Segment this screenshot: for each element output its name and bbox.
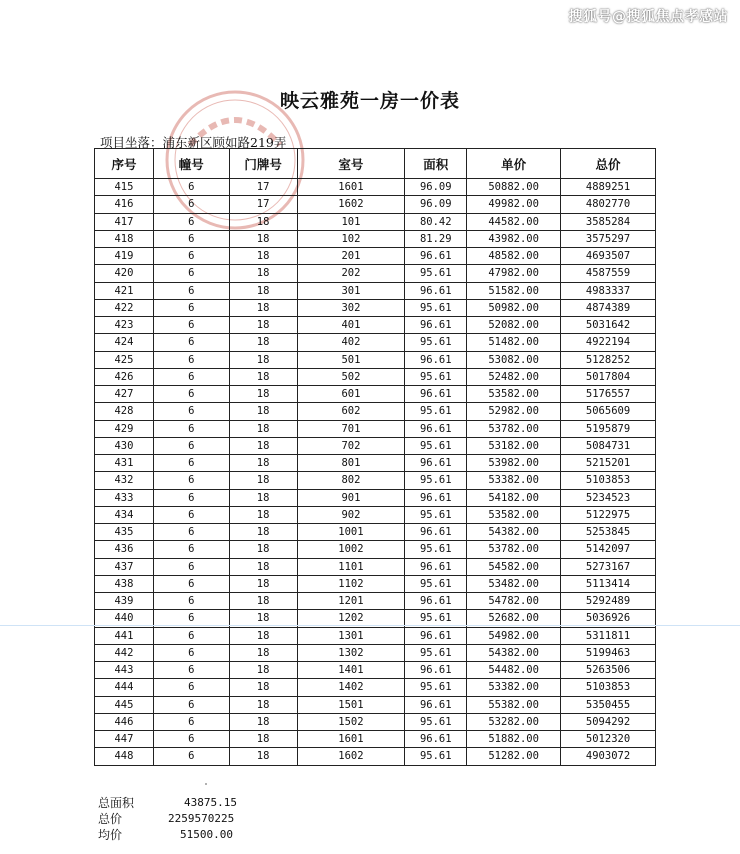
cell-area: 95.61 [405, 506, 467, 523]
cell-door: 17 [229, 196, 297, 213]
cell-building: 6 [153, 317, 229, 334]
cell-seq: 422 [95, 299, 154, 316]
table-row [95, 679, 656, 696]
table-row [95, 696, 656, 713]
cell-total-price: 5122975 [561, 506, 656, 523]
cell-seq: 415 [95, 179, 154, 196]
cell-total-price: 4922194 [561, 334, 656, 351]
cell-unit-price: 48582.00 [467, 248, 561, 265]
cell-total-price: 5017804 [561, 368, 656, 385]
cell-door: 18 [229, 644, 297, 661]
table-row [95, 575, 656, 592]
cell-area: 80.42 [405, 213, 467, 230]
cell-door: 18 [229, 403, 297, 420]
cell-area: 96.61 [405, 386, 467, 403]
cell-total-price: 4693507 [561, 248, 656, 265]
cell-seq: 424 [95, 334, 154, 351]
table-row [95, 541, 656, 558]
cell-total-price: 3575297 [561, 230, 656, 247]
cell-door: 18 [229, 731, 297, 748]
cell-room: 1601 [297, 731, 405, 748]
table-row [95, 644, 656, 661]
cell-door: 18 [229, 230, 297, 247]
cell-door: 18 [229, 213, 297, 230]
cell-building: 6 [153, 662, 229, 679]
cell-door: 18 [229, 748, 297, 765]
cell-building: 6 [153, 455, 229, 472]
cell-area: 95.61 [405, 575, 467, 592]
table-row [95, 748, 656, 765]
cell-door: 18 [229, 679, 297, 696]
cell-area: 96.61 [405, 317, 467, 334]
table-row [95, 334, 656, 351]
cell-seq: 428 [95, 403, 154, 420]
cell-unit-price: 54482.00 [467, 662, 561, 679]
cell-area: 95.61 [405, 679, 467, 696]
cell-seq: 434 [95, 506, 154, 523]
cell-building: 6 [153, 627, 229, 644]
cell-building: 6 [153, 299, 229, 316]
cell-seq: 437 [95, 558, 154, 575]
table-row [95, 386, 656, 403]
cell-total-price: 5215201 [561, 455, 656, 472]
cell-door: 18 [229, 575, 297, 592]
cell-building: 6 [153, 506, 229, 523]
cell-area: 96.61 [405, 627, 467, 644]
cell-total-price: 4874389 [561, 299, 656, 316]
header-unit-price: 单价 [467, 149, 561, 179]
cell-unit-price: 54382.00 [467, 524, 561, 541]
cell-room: 1602 [297, 748, 405, 765]
total-price-label: 总价 [98, 812, 123, 826]
table-row [95, 179, 656, 196]
cell-unit-price: 53182.00 [467, 437, 561, 454]
cell-seq: 419 [95, 248, 154, 265]
cell-unit-price: 50982.00 [467, 299, 561, 316]
table-row [95, 230, 656, 247]
cell-total-price: 5234523 [561, 489, 656, 506]
cell-area: 96.61 [405, 696, 467, 713]
cell-total-price: 5031642 [561, 317, 656, 334]
cell-seq: 445 [95, 696, 154, 713]
cell-building: 6 [153, 179, 229, 196]
cell-room: 502 [297, 368, 405, 385]
table-row [95, 282, 656, 299]
cell-area: 95.61 [405, 265, 467, 282]
total-price-value: 2259570225 [168, 812, 235, 825]
cell-area: 95.61 [405, 403, 467, 420]
cell-area: 95.61 [405, 472, 467, 489]
table-row [95, 713, 656, 730]
cell-room: 902 [297, 506, 405, 523]
cell-room: 102 [297, 230, 405, 247]
cell-unit-price: 54382.00 [467, 644, 561, 661]
cell-building: 6 [153, 248, 229, 265]
cell-door: 18 [229, 420, 297, 437]
cell-building: 6 [153, 696, 229, 713]
cell-seq: 421 [95, 282, 154, 299]
cell-seq: 418 [95, 230, 154, 247]
cell-total-price: 5103853 [561, 472, 656, 489]
header-room: 室号 [297, 149, 405, 179]
cell-room: 1301 [297, 627, 405, 644]
cell-total-price: 4889251 [561, 179, 656, 196]
table-row [95, 627, 656, 644]
cell-seq: 442 [95, 644, 154, 661]
table-body [95, 179, 656, 766]
cell-room: 901 [297, 489, 405, 506]
cell-door: 18 [229, 489, 297, 506]
cell-unit-price: 53582.00 [467, 506, 561, 523]
cell-room: 802 [297, 472, 405, 489]
cell-total-price: 5128252 [561, 351, 656, 368]
scan-speck [205, 783, 207, 785]
cell-unit-price: 43982.00 [467, 230, 561, 247]
cell-building: 6 [153, 437, 229, 454]
table-row [95, 368, 656, 385]
cell-room: 201 [297, 248, 405, 265]
cell-building: 6 [153, 386, 229, 403]
cell-area: 96.61 [405, 731, 467, 748]
cell-area: 96.09 [405, 196, 467, 213]
cell-total-price: 5084731 [561, 437, 656, 454]
cell-seq: 430 [95, 437, 154, 454]
cell-room: 1501 [297, 696, 405, 713]
cell-building: 6 [153, 351, 229, 368]
cell-seq: 432 [95, 472, 154, 489]
cell-area: 96.61 [405, 593, 467, 610]
cell-unit-price: 53582.00 [467, 386, 561, 403]
cell-total-price: 5292489 [561, 593, 656, 610]
avg-price-label: 均价 [98, 828, 123, 842]
cell-door: 18 [229, 248, 297, 265]
cell-door: 18 [229, 541, 297, 558]
cell-room: 1502 [297, 713, 405, 730]
cell-building: 6 [153, 713, 229, 730]
cell-unit-price: 53282.00 [467, 713, 561, 730]
cell-total-price: 5113414 [561, 575, 656, 592]
project-location: 项目坐落：浦东新区顾如路219弄 [100, 135, 287, 150]
cell-door: 18 [229, 282, 297, 299]
cell-total-price: 5311811 [561, 627, 656, 644]
cell-door: 18 [229, 506, 297, 523]
cell-total-price: 5253845 [561, 524, 656, 541]
cell-total-price: 4587559 [561, 265, 656, 282]
cell-area: 95.61 [405, 748, 467, 765]
cell-building: 6 [153, 334, 229, 351]
cell-building: 6 [153, 196, 229, 213]
cell-seq: 435 [95, 524, 154, 541]
cell-area: 95.61 [405, 437, 467, 454]
cell-seq: 448 [95, 748, 154, 765]
cell-unit-price: 51282.00 [467, 748, 561, 765]
table-row [95, 213, 656, 230]
table-row [95, 299, 656, 316]
cell-unit-price: 54182.00 [467, 489, 561, 506]
cell-room: 1002 [297, 541, 405, 558]
cell-total-price: 5176557 [561, 386, 656, 403]
cell-building: 6 [153, 575, 229, 592]
cell-door: 18 [229, 662, 297, 679]
cell-unit-price: 53482.00 [467, 575, 561, 592]
cell-door: 18 [229, 593, 297, 610]
cell-unit-price: 54982.00 [467, 627, 561, 644]
cell-building: 6 [153, 265, 229, 282]
cell-door: 18 [229, 368, 297, 385]
cell-area: 96.61 [405, 558, 467, 575]
cell-total-price: 5273167 [561, 558, 656, 575]
cell-area: 95.61 [405, 541, 467, 558]
cell-seq: 427 [95, 386, 154, 403]
table-row [95, 248, 656, 265]
cell-total-price: 5350455 [561, 696, 656, 713]
cell-building: 6 [153, 541, 229, 558]
cell-unit-price: 52082.00 [467, 317, 561, 334]
cell-building: 6 [153, 282, 229, 299]
cell-room: 701 [297, 420, 405, 437]
cell-seq: 426 [95, 368, 154, 385]
cell-unit-price: 53382.00 [467, 472, 561, 489]
cell-building: 6 [153, 472, 229, 489]
cell-area: 95.61 [405, 334, 467, 351]
cell-seq: 446 [95, 713, 154, 730]
cell-unit-price: 50882.00 [467, 179, 561, 196]
cell-room: 1302 [297, 644, 405, 661]
table-row [95, 489, 656, 506]
table-row [95, 265, 656, 282]
cell-seq: 433 [95, 489, 154, 506]
cell-seq: 438 [95, 575, 154, 592]
cell-seq: 439 [95, 593, 154, 610]
cell-door: 18 [229, 437, 297, 454]
cell-room: 1201 [297, 593, 405, 610]
cell-door: 18 [229, 610, 297, 627]
cell-unit-price: 44582.00 [467, 213, 561, 230]
cell-seq: 431 [95, 455, 154, 472]
table-row [95, 731, 656, 748]
scan-line [0, 625, 740, 626]
cell-room: 202 [297, 265, 405, 282]
cell-area: 96.61 [405, 455, 467, 472]
cell-area: 95.61 [405, 368, 467, 385]
cell-unit-price: 52482.00 [467, 368, 561, 385]
cell-door: 18 [229, 455, 297, 472]
cell-door: 18 [229, 472, 297, 489]
cell-seq: 441 [95, 627, 154, 644]
cell-room: 1202 [297, 610, 405, 627]
cell-building: 6 [153, 524, 229, 541]
cell-door: 18 [229, 317, 297, 334]
cell-building: 6 [153, 213, 229, 230]
total-area-value: 43875.15 [184, 796, 237, 809]
cell-total-price: 5199463 [561, 644, 656, 661]
cell-door: 18 [229, 265, 297, 282]
cell-building: 6 [153, 679, 229, 696]
cell-area: 95.61 [405, 610, 467, 627]
cell-building: 6 [153, 368, 229, 385]
cell-unit-price: 55382.00 [467, 696, 561, 713]
cell-total-price: 4903072 [561, 748, 656, 765]
cell-door: 18 [229, 524, 297, 541]
cell-room: 1601 [297, 179, 405, 196]
cell-total-price: 4802770 [561, 196, 656, 213]
header-area: 面积 [405, 149, 467, 179]
cell-door: 18 [229, 696, 297, 713]
cell-room: 302 [297, 299, 405, 316]
avg-price-value: 51500.00 [180, 828, 233, 841]
header-door: 门牌号 [229, 149, 297, 179]
cell-total-price: 4983337 [561, 282, 656, 299]
cell-area: 96.61 [405, 662, 467, 679]
cell-total-price: 5012320 [561, 731, 656, 748]
cell-seq: 436 [95, 541, 154, 558]
table-row [95, 437, 656, 454]
cell-area: 81.29 [405, 230, 467, 247]
cell-seq: 420 [95, 265, 154, 282]
header-total-price: 总价 [561, 149, 656, 179]
cell-unit-price: 53382.00 [467, 679, 561, 696]
cell-door: 18 [229, 713, 297, 730]
cell-area: 96.61 [405, 489, 467, 506]
cell-area: 95.61 [405, 299, 467, 316]
cell-total-price: 5036926 [561, 610, 656, 627]
cell-room: 702 [297, 437, 405, 454]
table-header-row [95, 149, 656, 179]
cell-unit-price: 49982.00 [467, 196, 561, 213]
cell-room: 1401 [297, 662, 405, 679]
cell-building: 6 [153, 489, 229, 506]
cell-area: 96.09 [405, 179, 467, 196]
cell-seq: 417 [95, 213, 154, 230]
cell-door: 18 [229, 334, 297, 351]
cell-room: 801 [297, 455, 405, 472]
cell-room: 501 [297, 351, 405, 368]
table-row [95, 662, 656, 679]
cell-seq: 425 [95, 351, 154, 368]
cell-seq: 429 [95, 420, 154, 437]
cell-building: 6 [153, 644, 229, 661]
cell-building: 6 [153, 403, 229, 420]
table-row [95, 506, 656, 523]
table-row [95, 558, 656, 575]
cell-total-price: 5195879 [561, 420, 656, 437]
cell-unit-price: 51582.00 [467, 282, 561, 299]
price-table [94, 148, 656, 766]
cell-unit-price: 52682.00 [467, 610, 561, 627]
cell-unit-price: 52982.00 [467, 403, 561, 420]
cell-unit-price: 54582.00 [467, 558, 561, 575]
cell-room: 1102 [297, 575, 405, 592]
cell-area: 96.61 [405, 420, 467, 437]
cell-total-price: 5142097 [561, 541, 656, 558]
cell-area: 96.61 [405, 351, 467, 368]
cell-unit-price: 47982.00 [467, 265, 561, 282]
cell-total-price: 3585284 [561, 213, 656, 230]
cell-building: 6 [153, 558, 229, 575]
table-row [95, 524, 656, 541]
cell-room: 1101 [297, 558, 405, 575]
cell-area: 95.61 [405, 713, 467, 730]
cell-door: 18 [229, 351, 297, 368]
cell-area: 96.61 [405, 248, 467, 265]
cell-room: 301 [297, 282, 405, 299]
cell-door: 18 [229, 299, 297, 316]
cell-room: 1602 [297, 196, 405, 213]
cell-building: 6 [153, 420, 229, 437]
table-row [95, 472, 656, 489]
table-row [95, 403, 656, 420]
summary-block [98, 795, 237, 843]
table-row [95, 351, 656, 368]
cell-seq: 447 [95, 731, 154, 748]
cell-unit-price: 54782.00 [467, 593, 561, 610]
page-title: 映云雅苑一房一价表 [279, 90, 460, 112]
cell-unit-price: 53782.00 [467, 541, 561, 558]
table-row [95, 196, 656, 213]
cell-room: 402 [297, 334, 405, 351]
cell-seq: 416 [95, 196, 154, 213]
cell-area: 96.61 [405, 282, 467, 299]
cell-door: 18 [229, 558, 297, 575]
cell-total-price: 5094292 [561, 713, 656, 730]
cell-room: 1001 [297, 524, 405, 541]
cell-building: 6 [153, 731, 229, 748]
cell-unit-price: 51882.00 [467, 731, 561, 748]
cell-unit-price: 51482.00 [467, 334, 561, 351]
cell-room: 101 [297, 213, 405, 230]
cell-area: 96.61 [405, 524, 467, 541]
table-row [95, 420, 656, 437]
cell-door: 18 [229, 386, 297, 403]
cell-total-price: 5065609 [561, 403, 656, 420]
header-building: 幢号 [153, 149, 229, 179]
cell-seq: 440 [95, 610, 154, 627]
cell-area: 95.61 [405, 644, 467, 661]
cell-room: 602 [297, 403, 405, 420]
cell-building: 6 [153, 593, 229, 610]
total-area-label: 总面积 [98, 796, 135, 810]
cell-building: 6 [153, 610, 229, 627]
cell-seq: 443 [95, 662, 154, 679]
cell-room: 601 [297, 386, 405, 403]
cell-room: 1402 [297, 679, 405, 696]
cell-total-price: 5103853 [561, 679, 656, 696]
cell-seq: 444 [95, 679, 154, 696]
table-row [95, 317, 656, 334]
cell-total-price: 5263506 [561, 662, 656, 679]
table-row [95, 593, 656, 610]
cell-unit-price: 53782.00 [467, 420, 561, 437]
cell-door: 17 [229, 179, 297, 196]
table-row [95, 455, 656, 472]
cell-building: 6 [153, 230, 229, 247]
watermark-text: 搜狐号@搜狐焦点孝感站 [568, 9, 728, 25]
cell-door: 18 [229, 627, 297, 644]
cell-room: 401 [297, 317, 405, 334]
cell-unit-price: 53982.00 [467, 455, 561, 472]
cell-seq: 423 [95, 317, 154, 334]
cell-unit-price: 53082.00 [467, 351, 561, 368]
cell-building: 6 [153, 748, 229, 765]
header-seq: 序号 [95, 149, 154, 179]
